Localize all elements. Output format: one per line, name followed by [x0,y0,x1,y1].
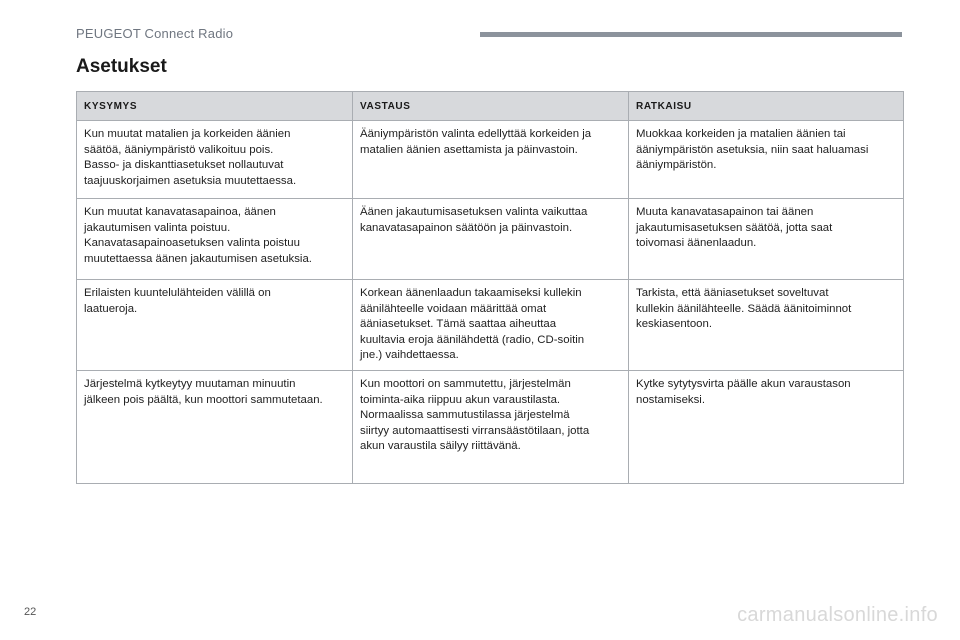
column-header-answer: VASTAUS [353,92,629,121]
table-row [77,280,904,371]
question-text: Erilaisten kuuntelulähteiden välillä on laatueroja. [84,287,271,315]
question-text: Kun muutat matalien ja korkeiden äänien säätöä, ääniympäristö valikoituu pois. Basso- ja diskanttiasetukset nollautuvat taajuuskorjaimen asetuksia muutettaessa. [84,128,297,187]
solution-cell [629,371,904,484]
answer-cell [353,199,629,280]
solution-text: Muokkaa korkeiden ja matalien äänien tai ääniympäristön asetuksia, niin saat haluamasi ääniympäristön. [636,128,869,172]
watermark: carmanualsonline.info [737,604,938,626]
solution-cell [629,280,904,371]
table-row [77,121,904,199]
answer-text: Ääniympäristön valinta edellyttää korkeiden ja matalien äänien asettamista ja päinvastoin. [360,128,592,156]
question-text: Kun muutat kanavatasapainoa, äänen jakautumisen valinta poistuu. Kanavatasapainoasetuksen valinta poistuu muutettaessa äänen jakautumisen asetuksia. [84,206,312,265]
answer-cell [353,371,629,484]
solution-text: Tarkista, että ääniasetukset soveltuvat kullekin äänilähteelle. Säädä äänitoiminnot keskiasentoon. [636,287,852,331]
question-cell [77,371,353,484]
solution-text: Muuta kanavatasapainon tai äänen jakautumisasetuksen säätöä, jotta saat toivomasi äänenlaadun. [636,206,833,250]
table-row [77,199,904,280]
answer-text: Kun moottori on sammutettu, järjestelmän toiminta-aika riippuu akun varaustilasta. Normaalissa sammutustilassa järjestelmä siirtyy automaattisesti virransäästötilaan, jotta akun varaustila säilyy riittävänä. [360,378,590,453]
question-text: Järjestelmä kytkeytyy muutaman minuutin jälkeen pois päältä, kun moottori sammutetaan. [84,378,323,406]
question-cell [77,199,353,280]
answer-text: Äänen jakautumisasetuksen valinta vaikuttaa kanavatasapainon säätöön ja päinvastoin. [360,206,588,234]
page-number: 22 [24,606,37,618]
answer-text: Korkean äänenlaadun takaamiseksi kullekin äänilähteelle voidaan määrittää omat ääniasetukset. Tämä saattaa aiheuttaa kuultavia eroja äänilähdettä (radio, CD-soitin jne.) vaihdettaessa. [360,287,585,362]
column-header-solution: RATKAISU [629,92,904,121]
solution-cell [629,121,904,199]
running-header-title: PEUGEOT Connect Radio [76,26,234,41]
header-rule [480,32,902,37]
table-row [77,371,904,484]
solution-cell [629,199,904,280]
question-cell [77,121,353,199]
page-title: Asetukset [76,56,167,77]
solution-text: Kytke sytytysvirta päälle akun varaustason nostamiseksi. [636,378,851,406]
question-cell [77,280,353,371]
answer-cell [353,280,629,371]
troubleshooting-table [76,91,904,484]
column-header-question: KYSYMYS [77,92,353,121]
table-header-row [77,92,904,121]
answer-cell [353,121,629,199]
